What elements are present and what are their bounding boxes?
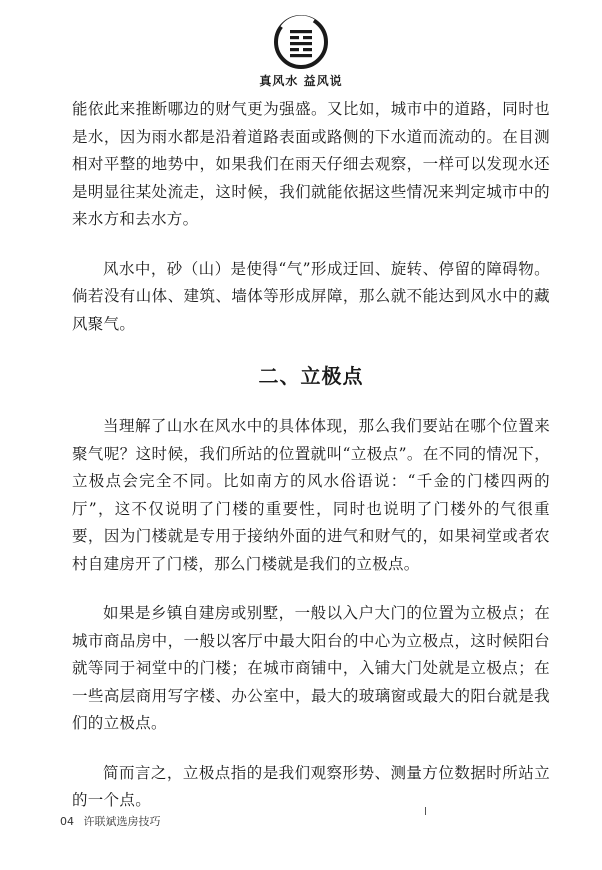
- page-footer: [60, 813, 161, 829]
- yin-yang-seal-icon: [273, 14, 329, 70]
- page-mark: [425, 807, 426, 815]
- page-body: [72, 96, 550, 837]
- page-number: 04: [60, 815, 74, 828]
- section-heading: 二、立极点: [258, 364, 364, 388]
- section-paragraph: 简而言之，立极点指的是我们观察形势、测量方位数据时所站立的一个点。: [72, 763, 550, 809]
- body-paragraph: 能依此来推断哪边的财气更为强盛。又比如，城市中的道路，同时也是水，因为雨水都是沿着道路表面或路侧的下水道而流动的。在目测相对平整的地势中，如果我们在雨天仔细去观察，一样可以发现水还是明显往某处流走，这时候，我们就能依据这些情况来判定城市中的来水方和去水方。: [72, 100, 550, 228]
- body-paragraph: 风水中，砂（山）是使得“气”形成迂回、旋转、停留的障碍物。倘若没有山体、建筑、墙体等形成屏障，那么就不能达到风水中的藏风聚气。: [72, 259, 550, 333]
- book-title: 许联斌选房技巧: [83, 815, 161, 828]
- section-paragraph: 当理解了山水在风水中的具体体现，那么我们要站在哪个位置来聚气呢？这时候，我们所站的位置就叫“立极点”。在不同的情况下，立极点会完全不同。比如南方的风水俗语说：“千金的门楼四两的厅”，这不仅说明了门楼的重要性，同时也说明了门楼外的气很重要，因为门楼就是专用于接纳外面的进气和财气的，如果祠堂或者农村自建房开了门楼，那么门楼就是我们的立极点。: [72, 417, 550, 573]
- section-paragraph: 如果是乡镇自建房或别墅，一般以入户大门的位置为立极点；在城市商品房中，一般以客厅中最大阳台的中心为立极点，这时候阳台就等同于祠堂中的门楼；在城市商铺中，入铺大门处就是立极点；在一些高层商用写字楼、办公室中，最大的玻璃窗或最大的阳台就是我们的立极点。: [72, 604, 550, 732]
- page-header: [0, 14, 602, 89]
- header-slogan: 真风水 益风说: [259, 74, 343, 88]
